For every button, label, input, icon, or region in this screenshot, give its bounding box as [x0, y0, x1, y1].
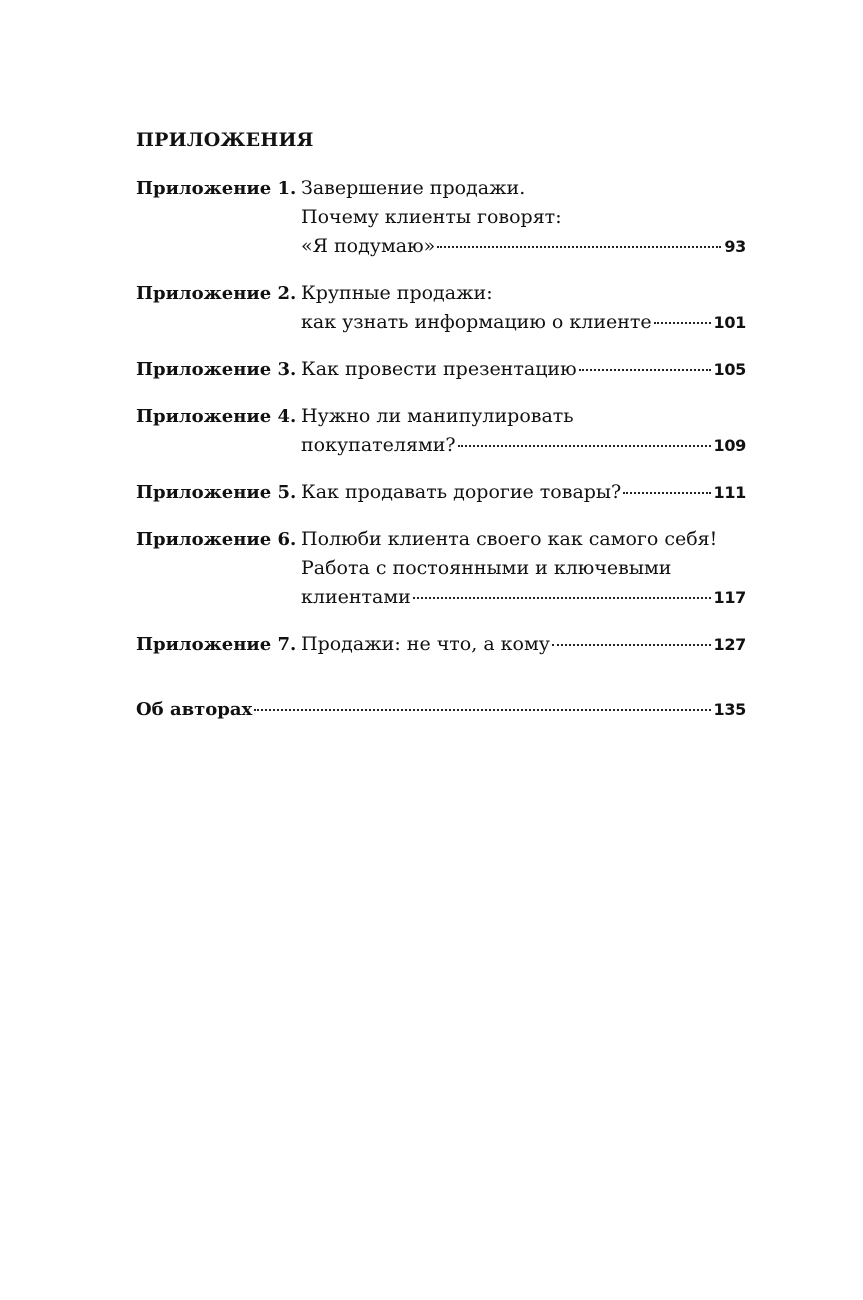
toc-entry-appendix-7[interactable]	[136, 630, 746, 659]
entry-body	[301, 525, 746, 612]
entry-title-line: покупателями?	[301, 434, 456, 456]
entry-title-line: Завершение продажи.	[301, 177, 526, 199]
entry-title-line: Почему клиенты говорят:	[301, 206, 562, 228]
dot-leader	[579, 369, 711, 371]
dot-leader	[552, 644, 711, 646]
entry-title-line: «Я подумаю»	[301, 235, 436, 257]
toc-entry-appendix-2[interactable]	[136, 279, 746, 337]
entry-last-line	[301, 232, 746, 261]
entry-body	[301, 630, 746, 659]
entry-title-line: как узнать информацию о клиенте	[301, 311, 652, 333]
entry-body	[301, 402, 746, 460]
entry-body	[301, 478, 746, 507]
entry-title-line: Полюби клиента своего как самого себя!	[301, 528, 718, 550]
entry-label: Об авторах	[136, 699, 253, 720]
entry-title-line: Как провести презентацию	[301, 358, 577, 380]
entry-last-line	[301, 308, 746, 337]
dot-leader	[623, 492, 710, 494]
entry-body	[301, 355, 746, 384]
page-number: 117	[713, 588, 746, 607]
entry-label: Приложение 3.	[136, 359, 297, 380]
entry-label: Приложение 1.	[136, 178, 297, 199]
page-number: 105	[713, 360, 746, 379]
toc-entry-appendix-3[interactable]	[136, 355, 746, 384]
dot-leader	[413, 597, 711, 599]
entry-title-line: Работа с постоянными и ключевыми	[301, 557, 672, 579]
section-title: ПРИЛОЖЕНИЯ	[136, 129, 314, 151]
entry-last-line	[301, 630, 746, 659]
toc-entry-about-authors[interactable]	[136, 695, 746, 724]
entry-title-line: Нужно ли манипулировать	[301, 405, 574, 427]
entry-label: Приложение 2.	[136, 283, 297, 304]
toc-entry-appendix-6[interactable]	[136, 525, 746, 612]
page-number: 135	[713, 700, 746, 719]
page-number: 101	[713, 313, 746, 332]
entry-title-line: Как продавать дорогие товары?	[301, 481, 622, 503]
page-number: 93	[724, 237, 746, 256]
entry-last-line	[301, 478, 746, 507]
entry-title-line: Продажи: не что, а кому	[301, 633, 550, 655]
dot-leader	[654, 322, 711, 324]
table-of-contents	[136, 126, 746, 724]
entry-last-line	[301, 355, 746, 384]
page-number: 109	[713, 436, 746, 455]
entry-last-line	[301, 583, 746, 612]
page-number: 127	[713, 635, 746, 654]
entry-label: Приложение 7.	[136, 634, 297, 655]
toc-entry-appendix-4[interactable]	[136, 402, 746, 460]
entry-last-line	[301, 431, 746, 460]
entry-title-line: клиентами	[301, 586, 411, 608]
entry-body	[301, 279, 746, 337]
entry-label: Приложение 6.	[136, 529, 297, 550]
entry-label: Приложение 5.	[136, 482, 297, 503]
dot-leader	[254, 709, 710, 711]
dot-leader	[458, 445, 711, 447]
dot-leader	[437, 246, 721, 248]
toc-entry-appendix-5[interactable]	[136, 478, 746, 507]
toc-entry-appendix-1[interactable]	[136, 174, 746, 261]
entry-title-line: Крупные продажи:	[301, 282, 493, 304]
entry-label: Приложение 4.	[136, 406, 297, 427]
page-number: 111	[713, 483, 746, 502]
entry-body	[301, 174, 746, 261]
